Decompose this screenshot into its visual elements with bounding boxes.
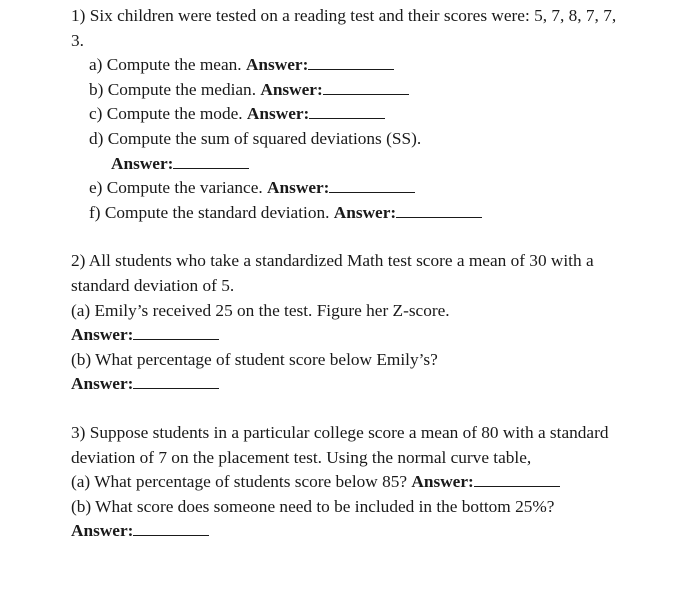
part-label: (a) What percentage of students score below 85? (71, 472, 408, 492)
part-label: b) Compute the median. (89, 79, 257, 99)
question-stem: 3) Suppose students in a particular college score a mean of 80 with a standard deviation of 7 on the placement test. Using the normal curve table, (71, 422, 609, 467)
question-part (71, 201, 633, 226)
question-block (71, 249, 633, 397)
question-stem: 1) Six children were tested on a reading test and their scores were: 5, 7, 8, 7, 7, 3. (71, 6, 617, 50)
answer-group (267, 178, 415, 197)
answer-label: Answer: (71, 374, 134, 394)
answer-label: Answer: (411, 472, 474, 492)
answer-label: Answer: (333, 202, 397, 222)
question-part (71, 78, 633, 103)
answer-line (71, 323, 633, 348)
answer-blank[interactable] (133, 372, 219, 389)
answer-line (71, 372, 633, 397)
question-block (71, 4, 633, 225)
question-part (71, 470, 633, 495)
part-label: d) Compute the sum of squared deviations (SS). (89, 128, 422, 148)
part-label: (b) What percentage of student score below Emily’s? (71, 349, 438, 369)
clipped-header-line (71, 0, 631, 3)
answer-group (411, 472, 559, 491)
worksheet-content (71, 4, 633, 544)
part-label: c) Compute the mode. (89, 104, 243, 124)
answer-blank[interactable] (396, 201, 482, 218)
answer-group (334, 203, 482, 222)
answer-label: Answer: (246, 104, 310, 124)
answer-group (247, 104, 385, 123)
part-label: (a) Emily’s received 25 on the test. Figure her Z-score. (71, 300, 450, 320)
part-label: f) Compute the standard deviation. (89, 202, 330, 222)
answer-blank[interactable] (133, 323, 219, 340)
question-part (71, 102, 633, 127)
answer-blank[interactable] (308, 53, 394, 70)
answer-line (71, 152, 633, 177)
part-label: a) Compute the mean. (89, 55, 242, 75)
answer-blank[interactable] (323, 78, 409, 95)
answer-blank[interactable] (309, 102, 385, 119)
question-part (71, 495, 633, 520)
question-part (71, 348, 633, 373)
answer-label: Answer: (267, 178, 330, 198)
question-part (71, 127, 633, 152)
answer-blank[interactable] (329, 176, 415, 193)
answer-label: Answer: (71, 325, 134, 345)
answer-label: Answer: (260, 79, 323, 99)
question-stem: 2) All students who take a standardized Math test score a mean of 30 with a standard deviation of 5. (71, 251, 594, 295)
question-part (71, 299, 633, 324)
question-part (71, 176, 633, 201)
answer-line (71, 519, 633, 544)
answer-label: Answer: (111, 153, 174, 173)
answer-blank[interactable] (173, 152, 249, 169)
answer-label: Answer: (71, 521, 134, 541)
answer-blank[interactable] (133, 519, 209, 536)
answer-group (260, 80, 408, 99)
question-block (71, 421, 633, 544)
answer-group (246, 55, 394, 74)
question-part (71, 53, 633, 78)
part-label: e) Compute the variance. (89, 178, 263, 198)
part-label: (b) What score does someone need to be included in the bottom 25%? (71, 496, 555, 516)
answer-blank[interactable] (474, 470, 560, 487)
answer-label: Answer: (245, 55, 309, 75)
